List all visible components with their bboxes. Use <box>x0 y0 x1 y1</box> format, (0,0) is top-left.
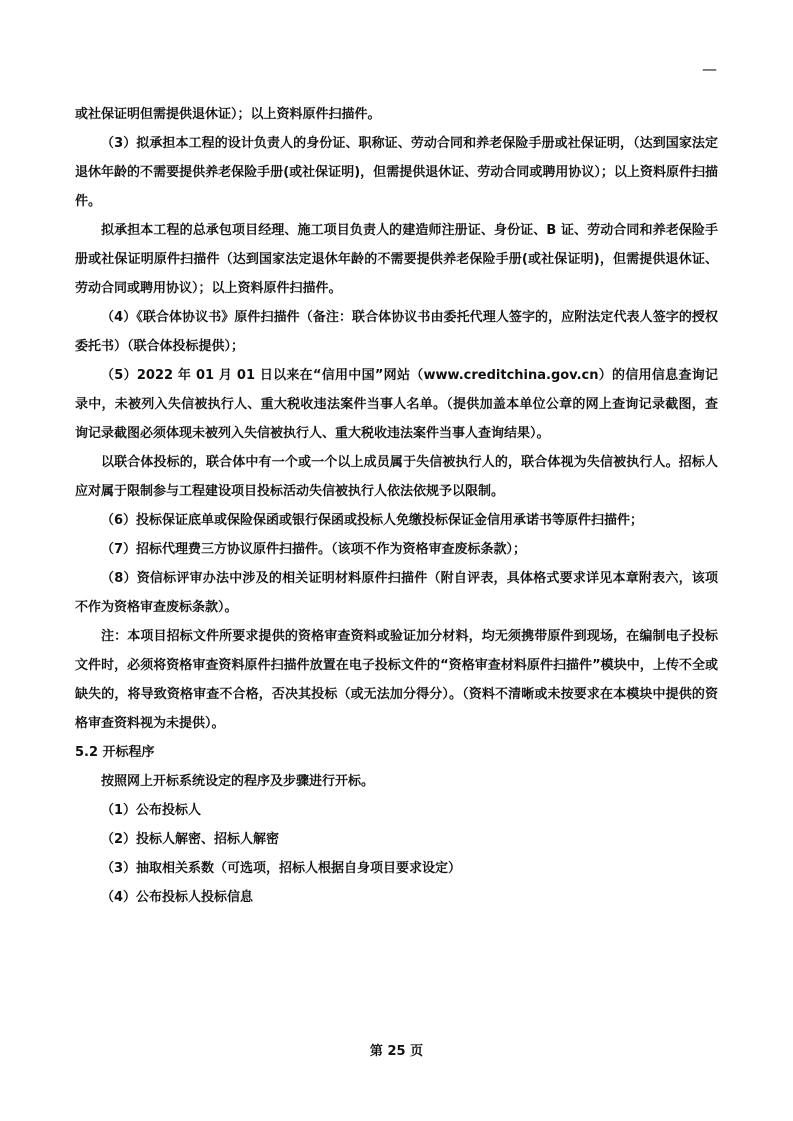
step-1: （1）公布投标人 <box>101 803 202 818</box>
paragraph-project-manager: 拟承担本工程的总承包项目经理、施工项目负责人的建造师注册证、身份证、B 证、劳动合同和养老保险手册或社保证明原件扫描件（达到国家法定退休年龄的不需要提供养老保险手册(或社保证明)，但需提供退休证、劳动合同或聘用协议）；以上资料原件扫描件。 <box>75 223 718 296</box>
section-heading-5-2: 5.2 开标程序 <box>75 745 155 760</box>
paragraph-item-3: （3）拟承担本工程的设计负责人的身份证、职称证、劳动合同和养老保险手册或社保证明，（达到国家法定退休年龄的不需要提供养老保险手册(或社保证明)，但需提供退休证、劳动合同或聘用协议）；以上资料原件扫描件。 <box>75 136 718 209</box>
section-intro: 按照网上开标系统设定的程序及步骤进行开标。 <box>101 774 375 789</box>
paragraph-item-5: （5）2022 年 01 月 01 日以来在“信用中国”网站（www.creditchina.gov.cn）的信用信息查询记录中，未被列入失信被执行人、重大税收违法案件当事人名单。（提供加盖本单位公章的网上查询记录截图，查询记录截图必须体现未被列入失信被执行人、重大税收违法案件当事人查询结果）。 <box>75 368 718 441</box>
step-4: （4）公布投标人投标信息 <box>101 890 254 905</box>
paragraph-item-8: （8）资信标评审办法中涉及的相关证明材料原件扫描件（附自评表，具体格式要求详见本章附表六，该项不作为资格审查废标条款）。 <box>75 571 718 615</box>
page-number: 第 25 页 <box>369 1044 424 1059</box>
paragraph-note: 注：本项目招标文件所要求提供的资格审查资料或验证加分材料，均无须携带原件到现场，在编制电子投标文件时，必须将资格审查资料原件扫描件放置在电子投标文件的“资格审查材料原件扫描件”模块中，上传不全或缺失的，将导致资格审查不合格，否决其投标（或无法加分得分）。（资料不清晰或未按要求在本模块中提供的资格审查资料视为未提供）。 <box>75 629 718 731</box>
corner-mark: — <box>702 60 717 78</box>
step-2: （2）投标人解密、招标人解密 <box>101 832 280 847</box>
paragraph-item-7: （7）招标代理费三方协议原件扫描件。（该项不作为资格审查废标条款）； <box>101 542 527 557</box>
step-3: （3）抽取相关系数（可选项，招标人根据自身项目要求设定） <box>101 861 462 876</box>
paragraph-continuation: 或社保证明但需提供退休证）；以上资料原件扫描件。 <box>75 107 381 122</box>
paragraph-item-4: （4）《联合体协议书》原件扫描件（备注：联合体协议书由委托代理人签字的，应附法定代表人签字的授权委托书）（联合体投标提供）； <box>75 310 718 354</box>
paragraph-joint-venture: 以联合体投标的，联合体中有一个或一个以上成员属于失信被执行人的，联合体视为失信被执行人。招标人应对属于限制参与工程建设项目投标活动失信被执行人依法依规予以限制。 <box>75 455 718 499</box>
paragraph-item-6: （6）投标保证底单或保险保函或银行保函或投标人免缴投标保证金信用承诺书等原件扫描件； <box>101 513 644 528</box>
page-body <box>75 100 718 912</box>
